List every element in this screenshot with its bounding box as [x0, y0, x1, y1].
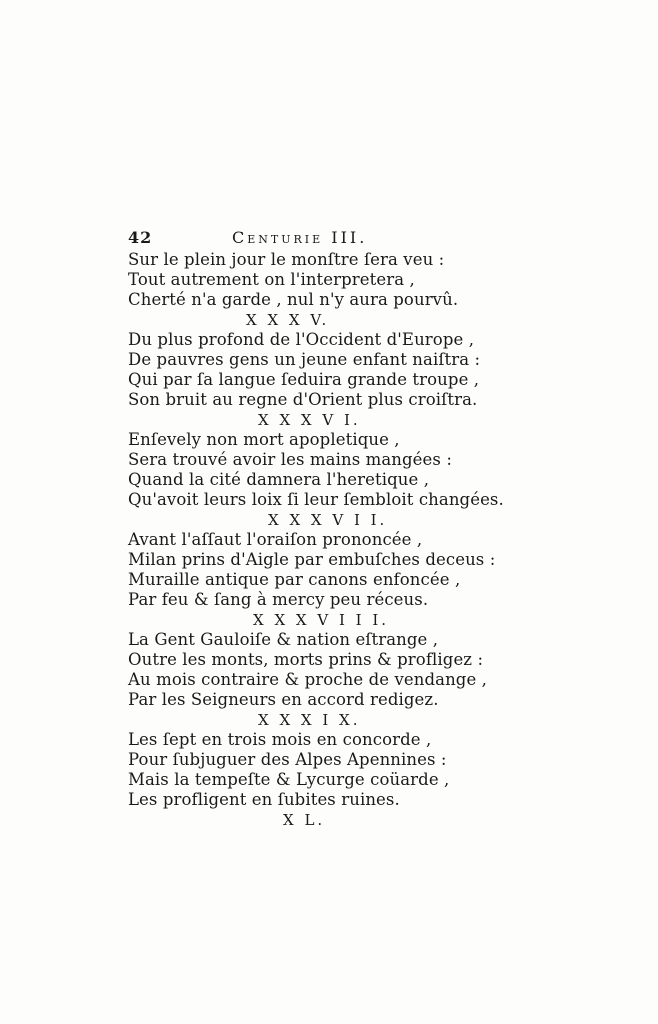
verse-line: De pauvres gens un jeune enfant naiſtra :	[128, 350, 481, 369]
verse-line: Qui par ſa langue ſeduira grande troupe ,	[128, 370, 480, 389]
verse-line: Sur le plein jour le monſtre ſera veu :	[128, 250, 445, 269]
quatrain-36	[128, 410, 504, 510]
verse-line: Muraille antique par canons enfoncée ,	[128, 570, 461, 589]
quatrain-numeral: X X X V I.	[258, 411, 361, 429]
verse-line: Les profligent en ſubites ruines.	[128, 790, 400, 809]
verse-line: Par les Seigneurs en accord redigez.	[128, 690, 439, 709]
quatrain-39	[128, 710, 488, 810]
verse-line: Sera trouvé avoir les mains mangées :	[128, 450, 452, 469]
page-header	[128, 228, 428, 252]
verse-line: Milan prins d'Aigle par embuſches deceus :	[128, 550, 496, 569]
verse-line: La Gent Gauloiſe & nation eſtrange ,	[128, 630, 439, 649]
continuation-verse	[128, 250, 488, 310]
verse-line: Quand la cité damnera l'heretique ,	[128, 470, 430, 489]
verse-line: Pour ſubjuguer des Alpes Apennines :	[128, 750, 447, 769]
verse-line: Qu'avoit leurs loix ſi leur ſembloit changées.	[128, 490, 504, 509]
verse-line: Du plus profond de l'Occident d'Europe ,	[128, 330, 475, 349]
verse-line: Outre les monts, morts prins & profligez :	[128, 650, 484, 669]
verse-line: Enſevely non mort apopletique ,	[128, 430, 400, 449]
quatrain-numeral: X X X V I I I.	[253, 611, 390, 629]
quatrain-numeral: X X X I X.	[258, 711, 361, 729]
verse-line: Par feu & ſang à mercy peu réceus.	[128, 590, 429, 609]
verse-line: Au mois contraire & proche de vendange ,	[128, 670, 488, 689]
verse-line: Les ſept en trois mois en concorde ,	[128, 730, 432, 749]
verse-line: Tout autrement on l'interpretera ,	[128, 270, 415, 289]
quatrain-37	[128, 510, 496, 610]
running-title: Centurie III.	[232, 228, 368, 247]
quatrain-35	[128, 310, 488, 410]
text-block	[128, 250, 504, 830]
verse-line: Son bruit au regne d'Orient plus croiſtra.	[128, 390, 478, 409]
next-quatrain-numeral: X L.	[283, 811, 326, 829]
quatrain-numeral: X X X V I I.	[268, 511, 388, 529]
page-number: 42	[128, 228, 153, 247]
verse-line: Cherté n'a garde , nul n'y aura pourvû.	[128, 290, 459, 309]
verse-line: Mais la tempeſte & Lycurge coüarde ,	[128, 770, 450, 789]
quatrain-numeral: X X X V.	[246, 311, 330, 329]
quatrain-38	[128, 610, 488, 710]
verse-line: Avant l'aſſaut l'oraiſon prononcée ,	[128, 530, 423, 549]
